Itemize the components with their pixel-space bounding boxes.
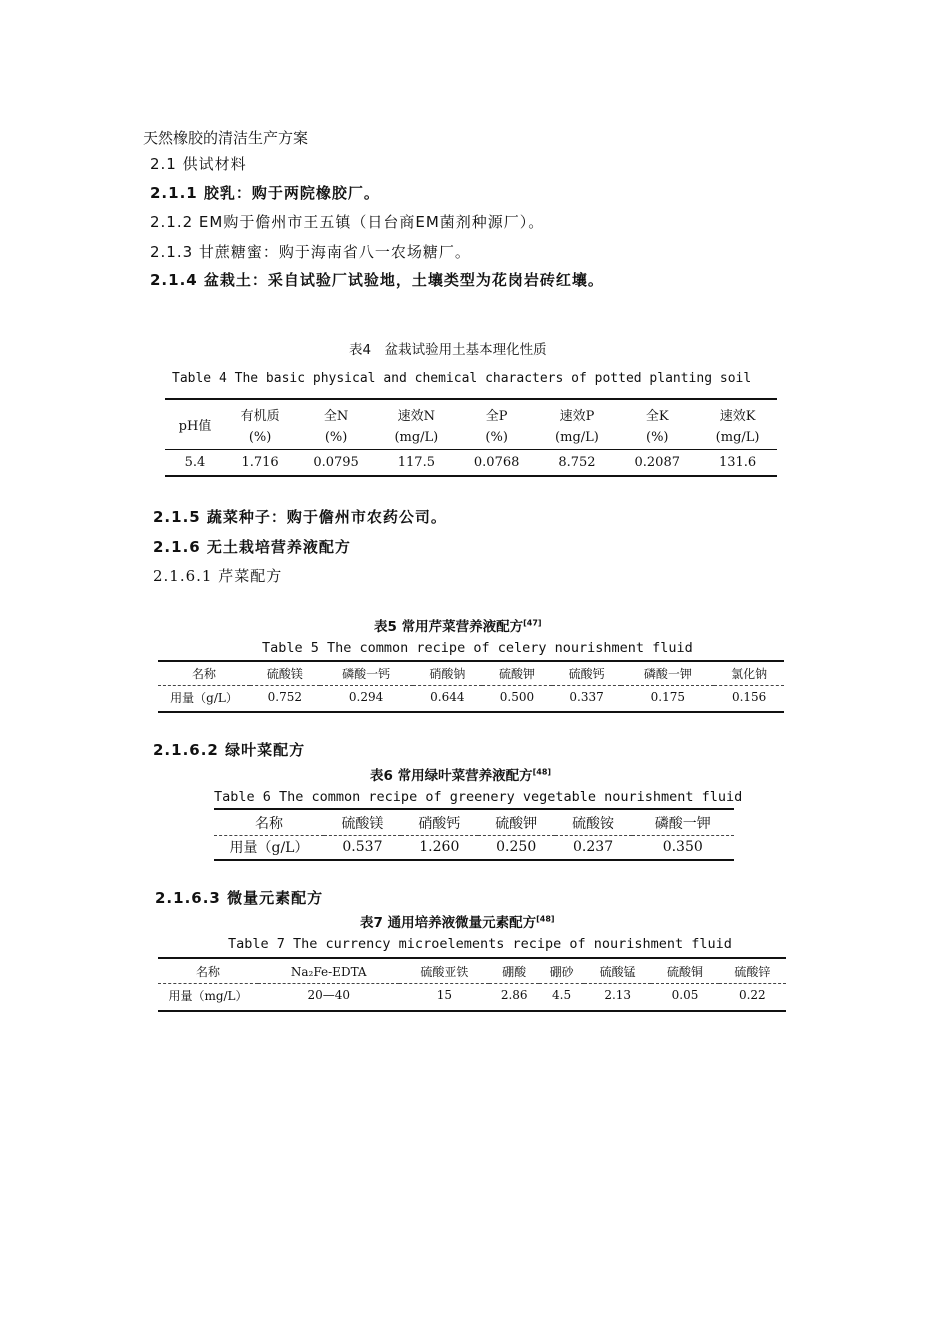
table4-header: 速效P — [559, 408, 595, 424]
table4-header: 速效K — [719, 408, 756, 424]
section-2-1-1: 2.1.1 胶乳：购于两院橡胶厂。 — [150, 184, 380, 202]
table4-unit: (%) — [646, 430, 669, 446]
table4-cell: 1.716 — [241, 454, 279, 470]
table5-ref: [47] — [523, 618, 542, 628]
table5-bottom-rule — [158, 711, 784, 713]
table7-caption-text: 表7 通用培养液微量元素配方 — [360, 915, 537, 931]
table6-top-rule — [214, 808, 734, 810]
table6-ref: [48] — [532, 767, 552, 777]
table7-top-rule — [158, 957, 786, 959]
table7-header: 硫酸锰 — [599, 965, 636, 980]
table4-header: 全N — [323, 408, 349, 424]
table5-caption-cn — [374, 615, 542, 635]
table7-cell: 用量（mg/L） — [168, 988, 248, 1003]
table7-header: 硼砂 — [549, 965, 574, 980]
table5-header: 磷酸一钾 — [643, 667, 692, 682]
table7-header: 名称 — [195, 965, 220, 980]
table4-unit: (%) — [248, 430, 272, 446]
table6-cell: 1.260 — [419, 839, 460, 856]
table5 — [158, 663, 784, 709]
table7 — [158, 961, 786, 1007]
table6-cell: 0.537 — [342, 839, 383, 856]
table7-bottom-rule — [158, 1010, 786, 1012]
table7-cell: 0.05 — [671, 988, 699, 1003]
table5-cell: 0.294 — [348, 690, 384, 705]
table4-unit: (mg/L) — [715, 430, 760, 446]
table7-caption-en: Table 7 The currency microelements recipe of nourishment fluid — [228, 936, 732, 952]
table4-top-rule — [165, 398, 777, 400]
table4-header: pH值 — [178, 419, 212, 435]
table7-ref: [48] — [536, 914, 555, 924]
table6-cell: 0.350 — [662, 839, 703, 856]
table4-header: 全K — [645, 408, 669, 424]
table6-cell: 用量（g/L） — [229, 840, 309, 857]
table7-caption-cn — [360, 911, 555, 931]
table4-header: 全P — [485, 408, 508, 424]
table4-cell: 5.4 — [184, 454, 206, 470]
table5-cell: 0.752 — [267, 690, 302, 705]
table5-cell: 用量（g/L） — [170, 690, 238, 705]
document-title: 天然橡胶的清洁生产方案 — [143, 129, 309, 147]
table4 — [165, 401, 777, 475]
table4-header: 有机质 — [240, 408, 280, 424]
table4-cell: 0.0768 — [473, 454, 520, 470]
table5-cell: 0.644 — [430, 690, 465, 705]
table4-caption-cn: 表4 盆栽试验用土基本理化性质 — [349, 342, 547, 358]
table6-header: 硫酸铵 — [572, 815, 615, 832]
table6-cell: 0.237 — [573, 839, 614, 856]
table7-header: Na₂Fe-EDTA — [290, 964, 367, 979]
section-2-1-2: 2.1.2 EM购于儋州市王五镇（日台商EM菌剂种源厂）。 — [150, 213, 545, 231]
section-2-1-5: 2.1.5 蔬菜种子：购于儋州市农药公司。 — [153, 508, 447, 526]
table4-unit: (mg/L) — [555, 430, 599, 446]
section-2-1-4: 2.1.4 盆栽土：采自试验厂试验地，土壤类型为花岗岩砖红壤。 — [150, 271, 604, 289]
section-2-1-6-1: 2.1.6.1 芹菜配方 — [153, 567, 283, 585]
table7-cell: 0.22 — [738, 988, 766, 1003]
table7-header: 硫酸亚铁 — [420, 965, 469, 980]
table5-cell: 0.156 — [731, 690, 767, 705]
table6-caption-en: Table 6 The common recipe of greenery vegetable nourishment fluid — [214, 789, 743, 805]
table4-caption-en: Table 4 The basic physical and chemical characters of potted planting soil — [172, 371, 752, 386]
table5-header: 硫酸镁 — [266, 667, 303, 682]
table6-cell: 0.250 — [496, 839, 537, 856]
table7-cell: 20—40 — [307, 988, 350, 1003]
table5-header: 名称 — [191, 667, 216, 682]
table4-cell: 117.5 — [397, 454, 435, 470]
table4-unit: (%) — [485, 430, 508, 446]
table4-unit: (%) — [324, 430, 348, 446]
table5-cell: 0.337 — [569, 690, 604, 705]
table5-cell: 0.175 — [650, 690, 686, 705]
table6-header: 磷酸一钾 — [654, 815, 711, 832]
table4-header: 速效N — [397, 408, 436, 424]
table5-header: 硫酸钾 — [498, 667, 535, 682]
table6-caption-text: 表6 常用绿叶菜营养液配方 — [370, 768, 533, 784]
table6-header: 名称 — [255, 815, 283, 832]
table7-header: 硫酸铜 — [666, 965, 703, 980]
table6-bottom-rule — [214, 859, 734, 861]
table4-bottom-rule — [165, 475, 777, 477]
table7-header: 硼酸 — [502, 965, 527, 980]
table6-caption-cn — [370, 764, 551, 784]
table7-header: 硫酸锌 — [734, 965, 771, 980]
table6-header: 硫酸钾 — [495, 815, 538, 832]
table-row — [158, 983, 786, 1007]
table5-header: 硝酸钠 — [429, 667, 466, 682]
section-2-1-6: 2.1.6 无土栽培营养液配方 — [153, 538, 351, 556]
section-2-1-6-3: 2.1.6.3 微量元素配方 — [155, 889, 324, 907]
table6 — [214, 811, 734, 859]
table-row — [214, 835, 734, 859]
table6-header: 硝酸钙 — [418, 815, 461, 832]
table-row — [165, 449, 777, 475]
table-row — [158, 685, 784, 709]
table7-cell: 15 — [436, 988, 452, 1003]
table5-caption-text: 表5 常用芹菜营养液配方 — [374, 619, 524, 635]
table5-top-rule — [158, 660, 784, 662]
table4-cell: 131.6 — [718, 454, 757, 470]
table7-cell: 4.5 — [552, 988, 572, 1003]
table7-cell: 2.13 — [604, 988, 632, 1003]
section-2-1-6-2: 2.1.6.2 绿叶菜配方 — [153, 741, 306, 759]
table7-cell: 2.86 — [500, 988, 528, 1003]
section-2-1-3: 2.1.3 甘蔗糖蜜：购于海南省八一农场糖厂。 — [150, 243, 471, 261]
table5-cell: 0.500 — [499, 690, 535, 705]
table5-header: 磷酸一钙 — [342, 667, 391, 682]
table4-cell: 0.0795 — [313, 454, 359, 470]
table4-unit: (mg/L) — [394, 430, 439, 446]
table4-cell: 0.2087 — [634, 454, 680, 470]
section-2-1: 2.1 供试材料 — [150, 155, 247, 173]
table5-caption-en: Table 5 The common recipe of celery nourishment fluid — [262, 640, 693, 656]
table5-header: 硫酸钙 — [568, 667, 605, 682]
table6-header: 硫酸镁 — [341, 815, 384, 832]
table4-cell: 8.752 — [558, 454, 596, 470]
table5-header: 氯化钠 — [731, 667, 768, 682]
